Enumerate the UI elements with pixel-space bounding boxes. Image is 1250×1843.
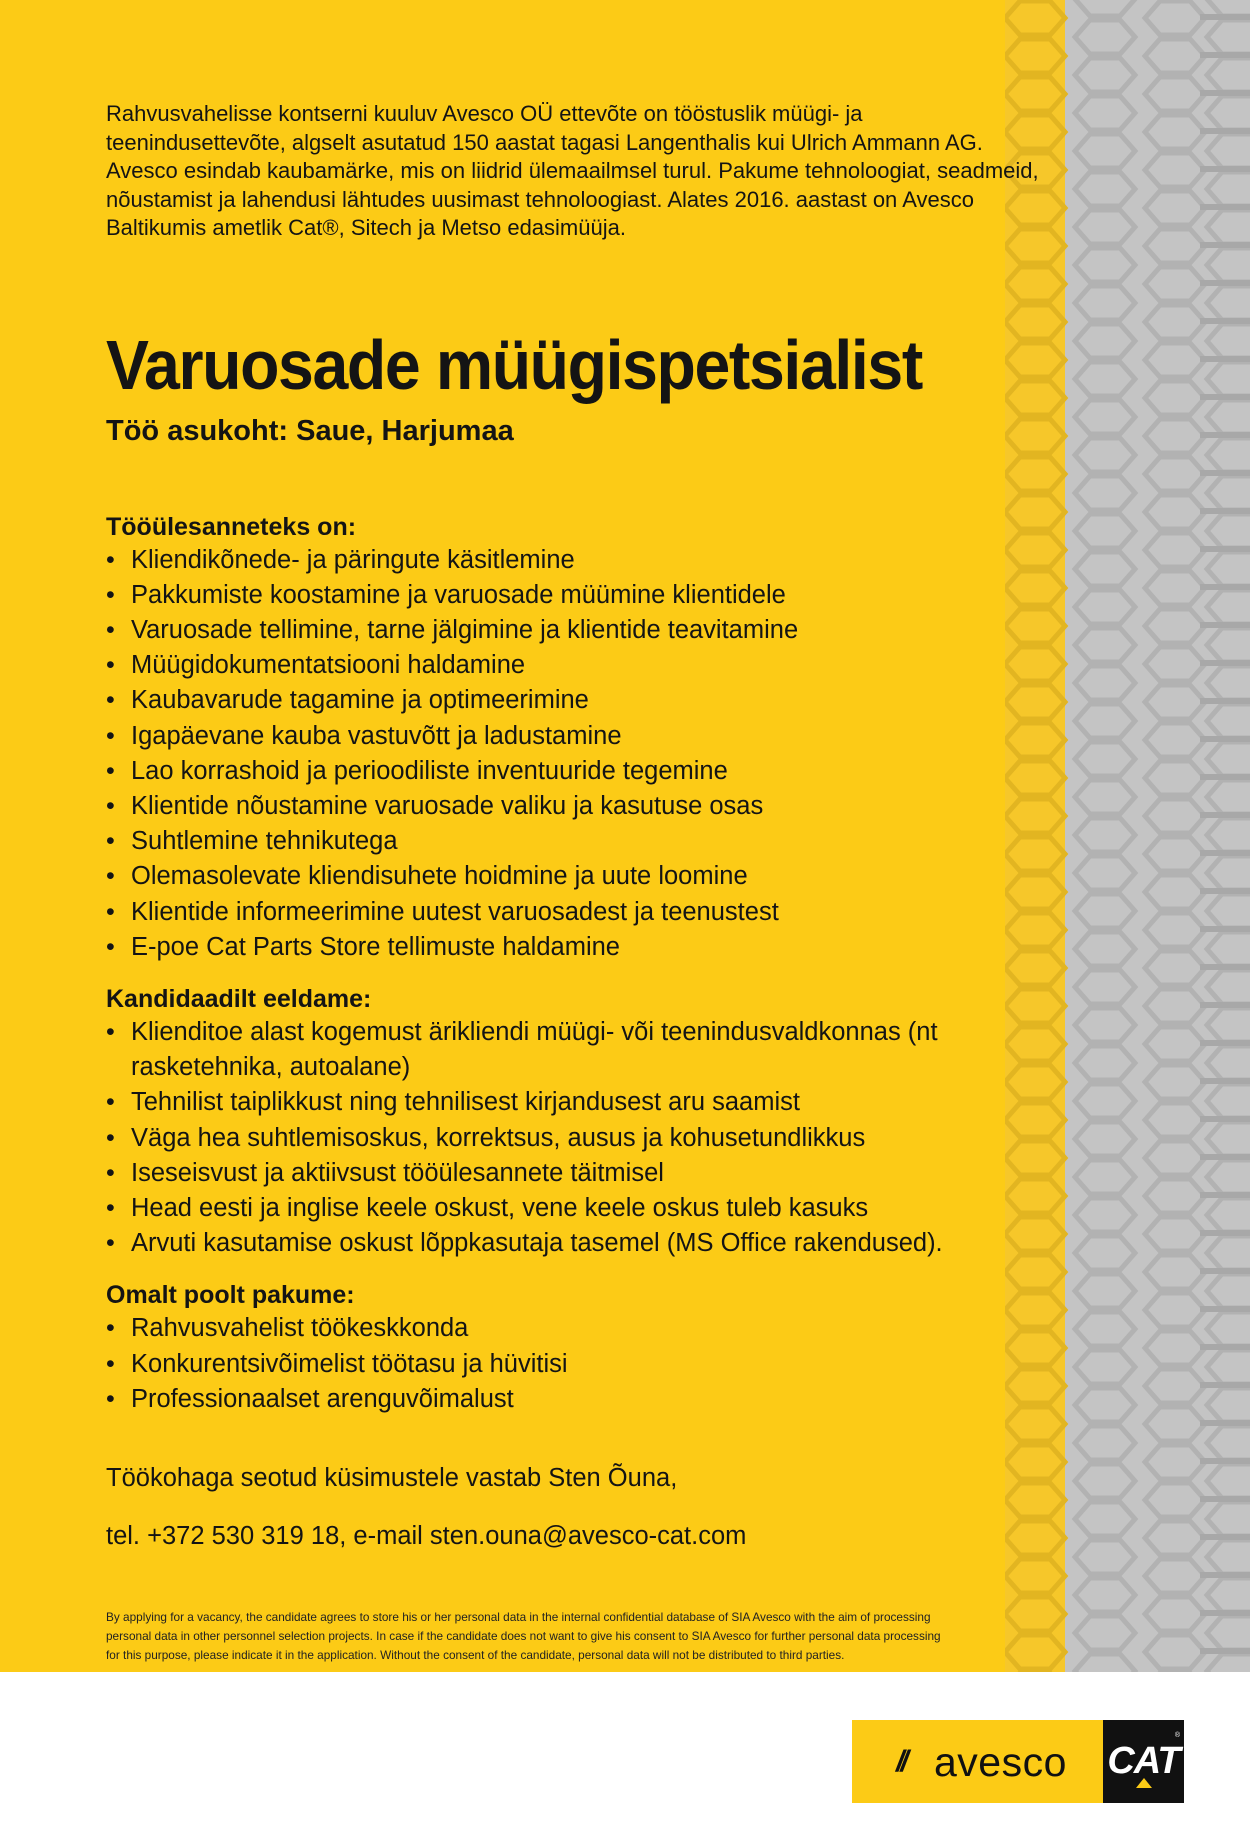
tread-hexagon	[1075, 818, 1135, 852]
list-item-text: Kaubavarude tagamine ja optimeerimine	[131, 686, 589, 715]
tread-hexagon	[1207, 1350, 1250, 1384]
tread-bar	[1200, 14, 1250, 20]
tread-hexagon	[1207, 514, 1250, 548]
tread-bar	[1200, 1230, 1250, 1236]
tread-hexagon	[1145, 761, 1205, 795]
tread-hexagon	[1075, 1236, 1135, 1270]
list-item	[106, 789, 1011, 824]
tread-hexagon	[1145, 343, 1205, 377]
tread-bar	[1200, 1116, 1250, 1122]
bullet-icon: •	[106, 1384, 115, 1413]
tread-hexagon	[1145, 115, 1205, 149]
tread-hexagon	[1075, 1312, 1135, 1346]
tread-bar	[1200, 432, 1250, 438]
tread-hexagon	[1005, 1, 1065, 35]
list-item-text: Professionaalset arenguvõimalust	[131, 1384, 514, 1413]
list-item	[106, 1347, 1011, 1382]
section-offer	[106, 1279, 1046, 1417]
tread-bar	[1200, 1344, 1250, 1350]
section-requirements	[106, 983, 1046, 1261]
list-item-text: Klientide informeerimine uutest varuosadest ja teenustest	[131, 897, 779, 926]
tread-hexagon	[1075, 58, 1135, 92]
tread-hexagon	[1207, 1160, 1250, 1194]
section-title: Kandidaadilt eeldame:	[106, 984, 372, 1013]
list-item	[106, 1156, 1011, 1191]
tread-hexagon	[1075, 552, 1135, 586]
job-title: Varuosade müügispetsialist	[106, 325, 922, 404]
list-item	[106, 1015, 1011, 1085]
list-item-text: Suhtlemine tehnikutega	[131, 827, 398, 856]
tread-hexagon	[1075, 476, 1135, 510]
tread-hexagon	[1145, 1027, 1205, 1061]
list-item-text: Müügidokumentatsiooni haldamine	[131, 651, 526, 680]
list-item	[106, 1085, 1011, 1120]
tread-hexagon	[1005, 39, 1065, 73]
list-item	[106, 859, 1011, 894]
tread-hexagon	[1145, 1, 1205, 35]
tread-hexagon	[1207, 20, 1250, 54]
cat-triangle-icon	[1136, 1778, 1152, 1788]
bullet-icon: •	[106, 1193, 115, 1222]
tread-hexagon	[1207, 590, 1250, 624]
cat-wordmark: CAT	[1107, 1740, 1180, 1782]
tread-hexagon	[1145, 1293, 1205, 1327]
cat-registered-mark: ®	[1174, 1732, 1180, 1739]
tread-hexagon	[1207, 552, 1250, 586]
tread-hexagon	[1075, 210, 1135, 244]
tread-hexagon	[1207, 1616, 1250, 1650]
tread-hexagon	[1075, 514, 1135, 548]
tread-hexagon	[1145, 1331, 1205, 1365]
bullet-icon: •	[106, 721, 115, 750]
tread-hexagon	[1207, 856, 1250, 890]
tread-hexagon	[1075, 666, 1135, 700]
bullet-icon: •	[106, 1123, 115, 1152]
bullet-icon: •	[106, 827, 115, 856]
tread-bar	[1200, 90, 1250, 96]
tread-hexagon	[1207, 932, 1250, 966]
bullet-icon: •	[106, 1158, 115, 1187]
tread-bar	[1200, 318, 1250, 324]
tread-hexagon	[1145, 1597, 1205, 1631]
tread-hexagon	[1145, 267, 1205, 301]
tread-hexagon	[1207, 704, 1250, 738]
tread-hexagon	[1207, 400, 1250, 434]
list-item	[106, 543, 1011, 578]
bullet-icon: •	[106, 686, 115, 715]
contact-details[interactable]: tel. +372 530 319 18, e-mail sten.ouna@avesco-cat.com	[106, 1521, 747, 1550]
tread-hexagon	[1145, 913, 1205, 947]
list-item	[106, 648, 1011, 683]
tread-hexagon	[1145, 1483, 1205, 1517]
tread-hexagon	[1075, 1122, 1135, 1156]
tread-hexagon	[1075, 1274, 1135, 1308]
list-item-text: Lao korrashoid ja perioodiliste inventuuride tegemine	[131, 756, 728, 785]
tread-hexagon	[1075, 1160, 1135, 1194]
tread-hexagon	[1075, 1198, 1135, 1232]
tread-hexagon	[1207, 970, 1250, 1004]
tread-hexagon	[1145, 1407, 1205, 1441]
tread-hexagon	[1145, 1635, 1205, 1669]
tread-hexagon	[1145, 457, 1205, 491]
tread-hexagon	[1207, 286, 1250, 320]
tread-hexagon	[1145, 305, 1205, 339]
list-item	[106, 824, 1011, 859]
tread-hexagon	[1145, 1103, 1205, 1137]
tread-hexagon	[1075, 438, 1135, 472]
section-tasks	[106, 511, 1046, 965]
tread-hexagon	[1207, 780, 1250, 814]
tread-hexagon	[1075, 1008, 1135, 1042]
tread-hexagon	[1207, 0, 1250, 16]
list-item	[106, 1226, 1011, 1261]
list-item-text: Igapäevane kauba vastuvõtt ja ladustamine	[131, 721, 622, 750]
list-item	[106, 754, 1011, 789]
poster-content	[106, 100, 1046, 1665]
task-list	[106, 543, 1046, 965]
tread-hexagon	[1207, 362, 1250, 396]
tread-hexagon	[1207, 1046, 1250, 1080]
tread-hexagon	[1145, 571, 1205, 605]
cat-logo-icon	[1103, 1720, 1184, 1803]
tread-hexagon	[1207, 1426, 1250, 1460]
tread-bar	[1200, 660, 1250, 666]
list-item-text: Väga hea suhtlemisoskus, korrektsus, ausus ja kohusetundlikkus	[131, 1123, 866, 1152]
tread-hexagon	[1145, 39, 1205, 73]
tread-hexagon	[1207, 742, 1250, 776]
tread-hexagon	[1207, 1540, 1250, 1574]
tread-bar	[1200, 52, 1250, 58]
tread-hexagon	[1145, 609, 1205, 643]
tread-hexagon	[1207, 1236, 1250, 1270]
bullet-icon: •	[106, 897, 115, 926]
tread-hexagon	[1075, 172, 1135, 206]
tread-hexagon	[1145, 685, 1205, 719]
tread-hexagon	[1207, 818, 1250, 852]
list-item-text: Klientide nõustamine varuosade valiku ja kasutuse osas	[131, 791, 764, 820]
tread-hexagon	[1207, 438, 1250, 472]
tread-hexagon	[1075, 894, 1135, 928]
list-item-text: Iseseisvust ja aktiivsust tööülesannete täitmisel	[131, 1158, 664, 1187]
list-item-text: Klienditoe alast kogemust ärikliendi müügi- või teenindusvaldkonnas (nt rasketehnika, autoalane)	[131, 1017, 938, 1082]
tread-hexagon	[1075, 742, 1135, 776]
tread-hexagon	[1207, 1008, 1250, 1042]
tread-bar	[1200, 1268, 1250, 1274]
bullet-icon: •	[106, 580, 115, 609]
tread-bar	[1200, 622, 1250, 628]
tread-bar	[1200, 242, 1250, 248]
bullet-icon: •	[106, 1088, 115, 1117]
tread-bar	[1200, 888, 1250, 894]
tread-hexagon	[1145, 1559, 1205, 1593]
avesco-cat-logo	[852, 1720, 1184, 1803]
tread-hexagon	[1207, 134, 1250, 168]
tread-bar	[1200, 850, 1250, 856]
bullet-icon: •	[106, 862, 115, 891]
bullet-icon: •	[106, 756, 115, 785]
tread-hexagon	[1075, 1388, 1135, 1422]
tread-hexagon	[1145, 1445, 1205, 1479]
tread-hexagon	[1075, 1540, 1135, 1574]
list-item	[106, 930, 1011, 965]
tread-hexagon	[1075, 20, 1135, 54]
tread-hexagon	[1075, 1084, 1135, 1118]
tread-hexagon	[1207, 1502, 1250, 1536]
tread-hexagon	[1207, 172, 1250, 206]
tread-bar	[1200, 1154, 1250, 1160]
company-intro: Rahvusvahelisse kontserni kuuluv Avesco OÜ ettevõte on tööstuslik müügi- ja teenindusettevõte, algselt asutatud 150 aastat tagasi Langenthalis kui Ulrich Ammann AG. Avesco esindab kaubamärke, mis on liidrid ülemaailmsel turul. Pakume tehnoloogiat, seadmeid, nõustamist ja lahendusi lähtudes uusimast tehnoloogiast. Alates 2016. aastast on Avesco Baltikumis ametlik Cat®, Sitech ja Metso edasimüüja.	[106, 101, 1039, 240]
list-item-text: Kliendikõnede- ja päringute käsitlemine	[131, 545, 575, 574]
tread-bar	[1200, 204, 1250, 210]
bullet-icon: •	[106, 651, 115, 680]
list-item	[106, 719, 1011, 754]
avesco-wordmark: avesco	[934, 1738, 1067, 1785]
tread-bar	[1200, 1648, 1250, 1654]
tread-hexagon	[1207, 628, 1250, 662]
bullet-icon: •	[106, 1229, 115, 1258]
job-location: Töö asukoht: Saue, Harjumaa	[106, 414, 514, 447]
tread-hexagon	[1145, 1217, 1205, 1251]
tread-hexagon	[1075, 1464, 1135, 1498]
tread-hexagon	[1207, 248, 1250, 282]
section-title: Omalt poolt pakume:	[106, 1281, 355, 1310]
tread-bar	[1200, 394, 1250, 400]
tread-hexagon	[1207, 96, 1250, 130]
tread-hexagon	[1075, 704, 1135, 738]
tread-hexagon	[1207, 58, 1250, 92]
tread-hexagon	[1075, 780, 1135, 814]
tread-hexagon	[1145, 1255, 1205, 1289]
tread-hexagon	[1145, 77, 1205, 111]
tread-hexagon	[1207, 210, 1250, 244]
tread-hexagon	[1145, 1369, 1205, 1403]
tread-bar	[1200, 736, 1250, 742]
bullet-icon: •	[106, 1017, 115, 1046]
tread-bar	[1200, 584, 1250, 590]
tread-hexagon	[1207, 666, 1250, 700]
list-item	[106, 578, 1011, 613]
list-item	[106, 1121, 1011, 1156]
tread-hexagon	[1207, 476, 1250, 510]
tread-bar	[1200, 1382, 1250, 1388]
list-item	[106, 895, 1011, 930]
bullet-icon: •	[106, 791, 115, 820]
tread-bar	[1200, 1420, 1250, 1426]
list-item	[106, 1311, 1011, 1346]
section-title: Tööülesanneteks on:	[106, 512, 357, 541]
tread-hexagon	[1207, 1578, 1250, 1612]
list-item-text: E-poe Cat Parts Store tellimuste haldamine	[131, 932, 620, 961]
tread-hexagon	[1207, 1312, 1250, 1346]
list-item-text: Tehnilist taiplikkust ning tehnilisest kirjandusest aru saamist	[131, 1088, 800, 1117]
tread-bar	[1200, 470, 1250, 476]
avesco-logo-mark-icon: //	[896, 1744, 905, 1778]
tread-hexagon	[1145, 723, 1205, 757]
tread-hexagon	[1145, 495, 1205, 529]
tread-hexagon	[1145, 1521, 1205, 1555]
tread-hexagon	[1075, 1502, 1135, 1536]
list-item	[106, 683, 1011, 718]
tread-hexagon	[1145, 1179, 1205, 1213]
list-item	[106, 1191, 1011, 1226]
tread-hexagon	[1145, 837, 1205, 871]
tread-bar	[1200, 1040, 1250, 1046]
tread-hexagon	[1075, 590, 1135, 624]
tread-hexagon	[1207, 894, 1250, 928]
tread-bar	[1200, 1192, 1250, 1198]
tread-bar	[1200, 280, 1250, 286]
list-item-text: Pakkumiste koostamine ja varuosade müümine klientidele	[131, 580, 786, 609]
tread-hexagon	[1075, 1616, 1135, 1650]
tread-hexagon	[1207, 1084, 1250, 1118]
tread-bar	[1200, 508, 1250, 514]
tread-hexagon	[1075, 0, 1135, 16]
requirements-list	[106, 1015, 1046, 1261]
tread-hexagon	[1075, 932, 1135, 966]
tread-hexagon	[1075, 134, 1135, 168]
tread-hexagon	[1075, 324, 1135, 358]
tread-bar	[1200, 1572, 1250, 1578]
tread-hexagon	[1207, 1388, 1250, 1422]
tread-hexagon	[1145, 989, 1205, 1023]
tread-hexagon	[1075, 400, 1135, 434]
tread-bar	[1200, 1306, 1250, 1312]
tread-hexagon	[1075, 362, 1135, 396]
tread-bar	[1200, 546, 1250, 552]
tread-hexagon	[1075, 856, 1135, 890]
tread-hexagon	[1075, 1426, 1135, 1460]
tread-hexagon	[1207, 1122, 1250, 1156]
offer-list	[106, 1311, 1046, 1417]
tread-hexagon	[1145, 647, 1205, 681]
tread-hexagon	[1207, 324, 1250, 358]
contact-person: Töökohaga seotud küsimustele vastab Sten Õuna,	[106, 1463, 678, 1492]
tread-bar	[1200, 1458, 1250, 1464]
tread-hexagon	[1075, 286, 1135, 320]
tread-hexagon	[1145, 191, 1205, 225]
list-item	[106, 1382, 1011, 1417]
tread-hexagon	[1145, 951, 1205, 985]
tread-bar	[1200, 926, 1250, 932]
list-item-text: Olemasolevate kliendisuhete hoidmine ja uute loomine	[131, 862, 748, 891]
tread-hexagon	[1145, 381, 1205, 415]
tread-bar	[1200, 1534, 1250, 1540]
tread-hexagon	[1145, 799, 1205, 833]
list-item-text: Konkurentsivõimelist töötasu ja hüvitisi	[131, 1349, 568, 1378]
bullet-icon: •	[106, 1314, 115, 1343]
tread-hexagon	[1075, 1654, 1135, 1672]
tread-hexagon	[1075, 970, 1135, 1004]
tread-hexagon	[1207, 1274, 1250, 1308]
tread-hexagon	[1075, 96, 1135, 130]
bullet-icon: •	[106, 932, 115, 961]
tread-hexagon	[1145, 533, 1205, 567]
bullet-icon: •	[106, 1349, 115, 1378]
tread-hexagon	[1207, 1198, 1250, 1232]
bullet-icon: •	[106, 545, 115, 574]
tread-hexagon	[1075, 1350, 1135, 1384]
tread-bar	[1200, 128, 1250, 134]
tread-bar	[1200, 356, 1250, 362]
tread-bar	[1200, 166, 1250, 172]
tread-bar	[1200, 812, 1250, 818]
tread-bar	[1200, 1078, 1250, 1084]
tread-hexagon	[1075, 248, 1135, 282]
tread-hexagon	[1207, 1654, 1250, 1672]
tread-hexagon	[1207, 1464, 1250, 1498]
tread-hexagon	[1145, 419, 1205, 453]
tread-hexagon	[1145, 1065, 1205, 1099]
tread-bar	[1200, 774, 1250, 780]
tread-hexagon	[1145, 229, 1205, 263]
list-item-text: Varuosade tellimine, tarne jälgimine ja klientide teavitamine	[131, 615, 799, 644]
tread-bar	[1200, 1002, 1250, 1008]
tread-bar	[1200, 1610, 1250, 1616]
tread-hexagon	[1145, 875, 1205, 909]
tread-bar	[1200, 964, 1250, 970]
list-item-text: Head eesti ja inglise keele oskust, vene keele oskus tuleb kasuks	[131, 1193, 869, 1222]
list-item	[106, 613, 1011, 648]
tread-bar	[1200, 1496, 1250, 1502]
bullet-icon: •	[106, 615, 115, 644]
tread-hexagon	[1075, 1578, 1135, 1612]
privacy-disclaimer: By applying for a vacancy, the candidate agrees to store his or her personal data in the internal confidential database of SIA Avesco with the aim of processing personal data in other personnel selection projects. In case if the candidate does not want to give his consent to SIA Avesco for further personal data processing for this purpose, please indicate it in the application. Without the consent of the candidate, personal data will not be distributed to third parties.	[106, 1609, 941, 1662]
tread-hexagon	[1075, 628, 1135, 662]
list-item-text: Arvuti kasutamise oskust lõppkasutaja tasemel (MS Office rakendused).	[131, 1229, 943, 1258]
tread-bar	[1200, 698, 1250, 704]
list-item-text: Rahvusvahelist töökeskkonda	[131, 1314, 469, 1343]
tread-hexagon	[1075, 1046, 1135, 1080]
tread-hexagon	[1145, 153, 1205, 187]
tread-hexagon	[1145, 1141, 1205, 1175]
